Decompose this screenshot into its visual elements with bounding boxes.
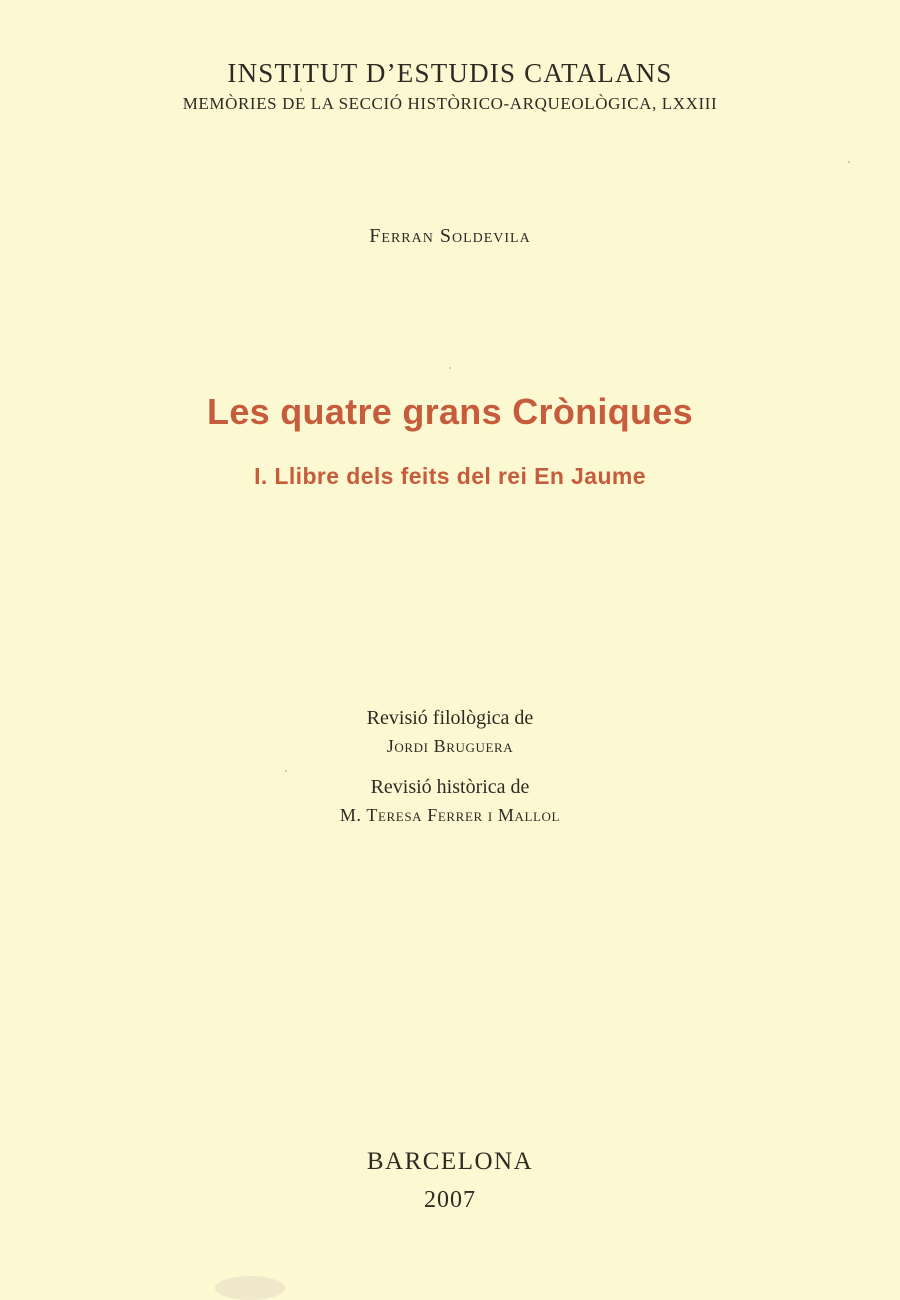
philological-revision-label: Revisió filològica de [366, 707, 534, 729]
paper-speck [285, 770, 287, 772]
series-title: MEMÒRIES DE LA SECCIÓ HISTÒRICO-ARQUEOLÒGICA, LXXIII [182, 94, 718, 113]
paper-stain [215, 1276, 285, 1300]
paper-speck [848, 161, 850, 163]
institute-name: INSTITUT D’ESTUDIS CATALANS [227, 58, 673, 88]
book-title: Les quatre grans Cròniques [207, 391, 693, 432]
historical-revision-label: Revisió històrica de [370, 776, 530, 798]
paper-speck [300, 88, 302, 92]
volume-title: I. Llibre dels feits del rei En Jaume [254, 463, 646, 489]
author-name: Ferran Soldevila [369, 225, 531, 247]
historical-reviser-name: M. Teresa Ferrer i Mallol [339, 805, 561, 825]
philological-reviser-name: Jordi Bruguera [386, 736, 514, 756]
paper-speck [449, 367, 451, 369]
imprint-year: 2007 [424, 1187, 476, 1213]
imprint-city: BARCELONA [366, 1148, 534, 1175]
